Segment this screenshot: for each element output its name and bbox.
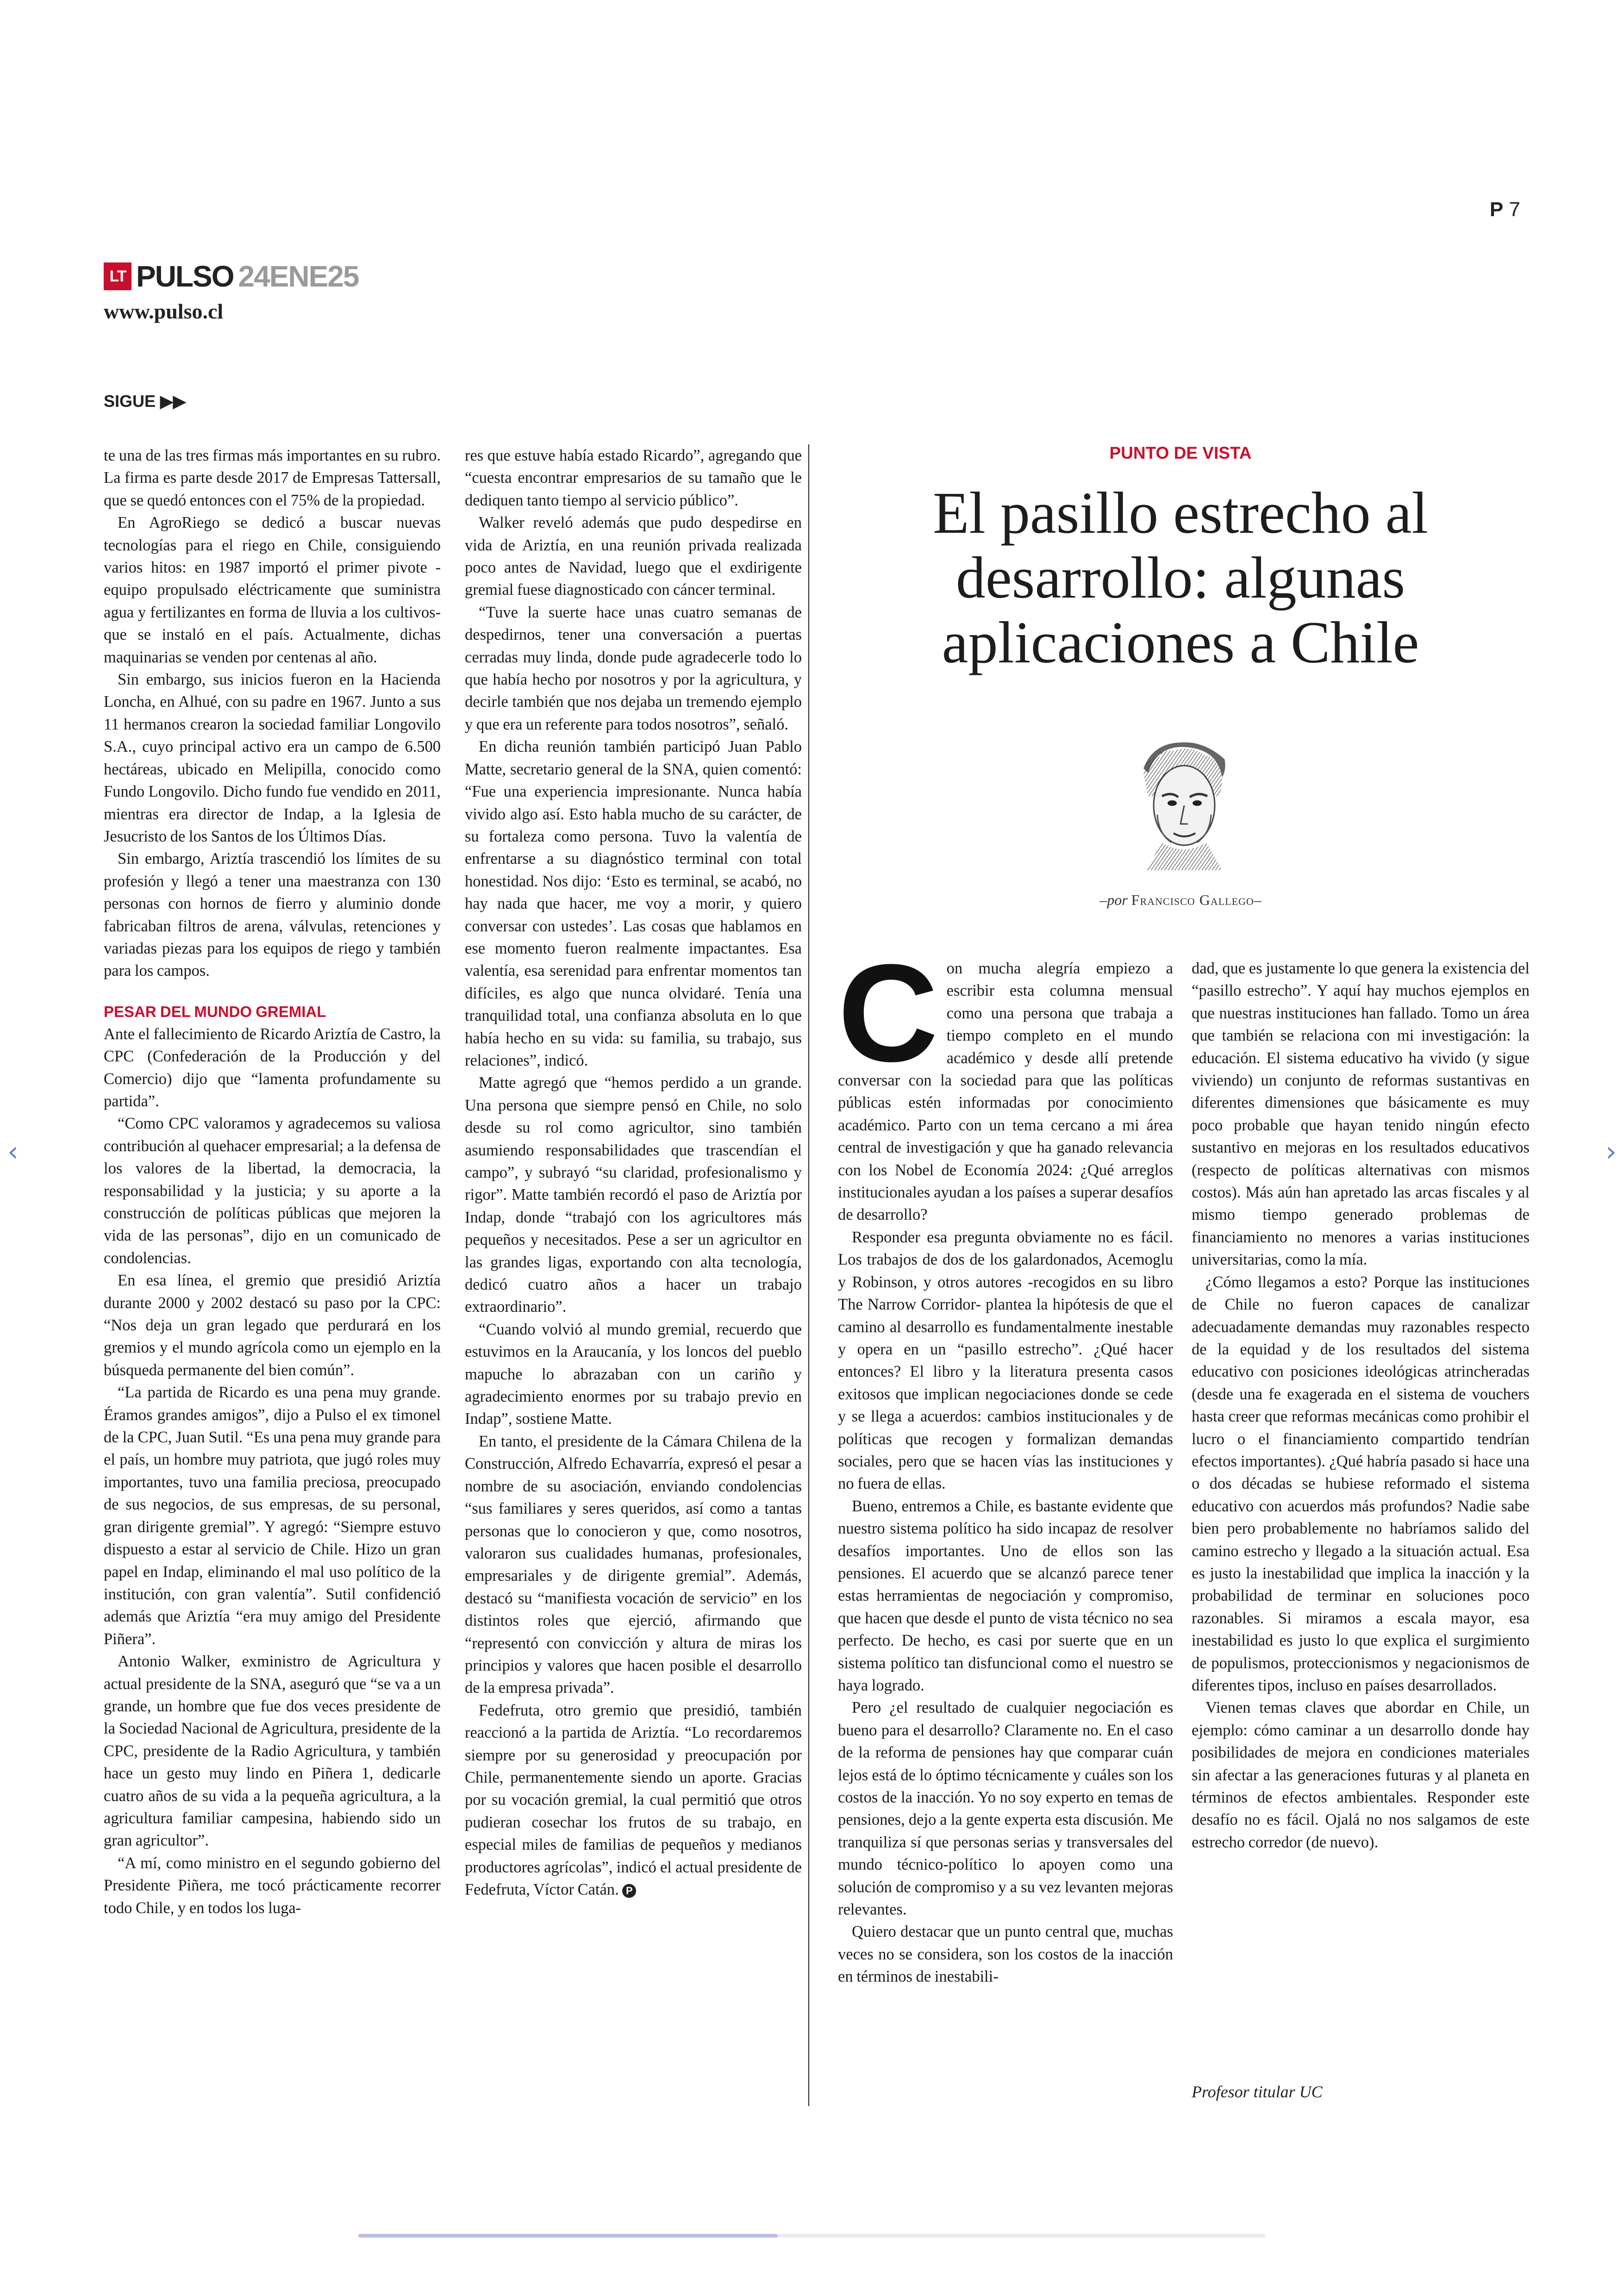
paragraph: Pero ¿el resultado de cualquier negociación es bueno para el desarrollo? Claramente no. En el caso de la reforma de pensiones hay que comparar cuán lejos está de lo óptimo técnicamente y cuáles son los costos de la inacción. Yo no soy experto en temas de pensiones, dejo a la gente experta esta discusión. Me tranquiliza sí que personas serias y transversales del mundo técnico-político lo apoyen como una solución de compromiso y a su vez levanten mejoras relevantes.	[838, 1699, 1173, 1919]
paragraph: Sin embargo, Ariztía trascendió los límites de su profesión y llegó a tener una maestranza con 130 personas con hornos de fierro y aluminio donde fabricaban filtros de arena, válvulas, retenciones y variadas piezas para los equipos de riego y también para los campos.	[104, 850, 441, 980]
paragraph: Quiero destacar que un punto central que, muchas veces no se considera, son los costos de la inacción en términos de inestabili-	[838, 1923, 1173, 1986]
headline: El pasillo estrecho al desarrollo: algunas aplicaciones a Chile	[933, 480, 1428, 675]
paragraph: En tanto, el presidente de la Cámara Chilena de la Construcción, Alfredo Echavarría, expresó el pesar a nombre de su asociación, enviando condolencias “sus familiares y seres queridos, así como a tantas personas que lo conocieron y que, como nosotros, valoraron sus cualidades humanas, profesionales, empresariales y de dirigente gremial”. Además, destacó su “manifiesta vocación de servicio” en los distintos roles que ejerció, afirmando que “representó con convicción y altura de miras los principios y valores que hacen posible el desarrollo de la empresa privada”.	[465, 1432, 802, 1697]
column-divider	[808, 444, 809, 2106]
paragraph: En AgroRiego se dedicó a buscar nuevas tecnologías para el riego en Chile, consiguiendo varios hitos: en 1987 importó el primer pivote -equipo propulsado eléctricamente que suministra agua y fertilizantes en forma de lluvia a los cultivos- que se instaló en el país. Actualmente, dichas maquinarias se venden por centenas al año.	[104, 514, 441, 666]
author-signature: Profesor titular UC	[1192, 2083, 1323, 2101]
continued-label: SIGUE ▶▶	[104, 392, 186, 411]
paragraph: Bueno, entremos a Chile, es bastante evidente que nuestro sistema político ha sido incapaz de resolver desafíos importantes. Uno de ellos son las pensiones. El acuerdo que se alcanzó parece tener estas herramientas de negociación y compromiso, que hacen que desde el punto de vista técnico no sea perfecto. De hecho, es casi por suerte que en un sistema político tan disfuncional como el nuestro se haya logrado.	[838, 1497, 1173, 1694]
paragraph: “Tuve la suerte hace unas cuatro semanas de despedirnos, tener una conversación a puertas cerradas muy linda, donde pude agradecerle todo lo que había hecho por nosotros y por la agricultura, y decirle también que nos dejaba un tremendo ejemplo y que era un referente para todos nosotros”, señaló.	[465, 603, 802, 733]
paragraph: Con mucha alegría empiezo a escribir esta columna mensual como una persona que trabaja a tiempo completo en el mundo académico y desde allí pretende conversar con la sociedad para que las políticas públicas estén informadas por conocimiento académico. Parto con un tema cercano a mi área central de investigación y que ha ganado relevancia con los Nobel de Economía 2024: ¿Qué arreglos institucionales ayudan a los países a superar desafíos de desarrollo?	[838, 935, 1173, 1224]
article-column-1	[104, 444, 441, 1919]
paragraph: En esa línea, el gremio que presidió Ariztía durante 2000 y 2002 destacó su paso por la CPC: “Nos deja un gran legado que perdurará en los gremios y el mundo agrícola como un ejemplo en la búsqueda permanente del bien común”.	[104, 1272, 441, 1379]
prev-page-chevron-icon[interactable]: ‹	[7, 1135, 19, 1168]
lt-logo: LT	[104, 262, 131, 290]
paragraph: “Como CPC valoramos y agradecemos su valiosa contribución al quehacer empresarial; a la defensa de los valores de la libertad, la democracia, la responsabilidad y la justicia; y su aporte a la construcción de políticas públicas que mejoren la vida de las personas”, dijo en un comunicado de condolencias.	[104, 1115, 441, 1267]
section-kicker: PUNTO DE VISTA	[1109, 443, 1252, 462]
article-column-2	[465, 444, 802, 1901]
scrollbar-thumb[interactable]	[358, 2234, 778, 2238]
paragraph: Walker reveló además que pudo despedirse en vida de Ariztía, en una reunión privada realizada poco antes de Navidad, luego que el exdirigente gremial fuese diagnosticado con cáncer terminal.	[465, 514, 802, 599]
masthead	[104, 259, 358, 293]
paragraph: “A mí, como ministro en el segundo gobierno del Presidente Piñera, me tocó prácticamente recorrer todo Chile, y en todos los luga-	[104, 1854, 441, 1917]
paragraph: te una de las tres firmas más importantes en su rubro. La firma es parte desde 2017 de Empresas Tattersall, que se quedó entonces con el 75% de la propiedad.	[104, 447, 441, 509]
next-page-chevron-icon[interactable]: ›	[1605, 1135, 1617, 1168]
opinion-column-1	[838, 935, 1173, 1988]
paragraph: Antonio Walker, exministro de Agricultura y actual presidente de la SNA, aseguró que “se va a un grande, un hombre que fue dos veces presidente de la Sociedad Nacional de Agricultura, presidente de la CPC, presidente de la Radio Agricultura, y también hace un gesto muy lindo en Piñera 1, dedicarle cuatro años de su vida a la pequeña agricultura, a la agricultura familiar campesina, habiendo sido un gran agricultor”.	[104, 1653, 441, 1850]
paragraph: Responder esa pregunta obviamente no es fácil. Los trabajos de dos de los galardonados, Acemoglu y Robinson, y otros autores -recogidos en su libro The Narrow Corridor- plantea la hipótesis de que el camino al desarrollo es fundamentalmente inestable y opera en un “pasillo estrecho”. ¿Qué hacer entonces? El libro y la literatura presenta casos exitosos que implican negociaciones donde se cede y se llega a acuerdos: cambios institucionales y de políticas que recogen y formalizan demandas sociales, pero que se hacen vías las instituciones y no fuera de ellas.	[838, 1228, 1173, 1493]
paragraph: Sin embargo, sus inicios fueron en la Hacienda Loncha, en Alhué, con su padre en 1967. Junto a sus 11 hermanos crearon la sociedad familiar Longovilo S.A., cuyo principal activo era un campo de 6.500 hectáreas, ubicado en Melipilla, conocido como Fundo Longovilo. Dicho fundo fue vendido en 2011, mientras era director de Indap, a la Iglesia de Jesucristo de los Santos de los Últimos Días.	[104, 671, 441, 845]
paragraph: En dicha reunión también participó Juan Pablo Matte, secretario general de la SNA, quien comentó: “Fue una experiencia impresionante. Nunca había vivido algo así. Esto habla mucho de su carácter, de su fortaleza como persona. Tuvo la valentía de enfrentarse a su diagnóstico terminal con total honestidad. Nos dijo: ‘Esto es terminal, se acabó, no hay nada que hacer, me voy a morir, y quiero conversar con ustedes’. Las cosas que hablamos en ese momento fueron realmente impactantes. Esa valentía, esa serenidad para enfrentar momentos tan difíciles, es algo que nunca olvidaré. Tenía una tranquilidad total, una confianza absoluta en lo que había hecho en su vida: su familia, su trabajo, sus relaciones”, indicó.	[465, 738, 802, 1069]
edition-date: 24ENE25	[238, 260, 359, 293]
drop-cap: C	[838, 935, 938, 1091]
paragraph: Vienen temas claves que abordar en Chile, un ejemplo: cómo caminar a un desarrollo donde hay posibilidades de mejora en condiciones materiales sin afectar a las generaciones futuras y al planeta en términos de efectos ambientales. Responder este desafío no es fácil. Ojalá no nos salgamos de este estrecho corredor (de nuevo).	[1192, 1699, 1530, 1851]
page-number: P 7	[1489, 198, 1520, 221]
section-subhead: PESAR DEL MUNDO GREMIAL	[104, 1003, 326, 1020]
paragraph: res que estuve había estado Ricardo”, agregando que “cuesta encontrar empresarios de su tamaño que le dediquen tanto tiempo al servicio público”.	[465, 447, 802, 509]
end-mark-icon: P	[622, 1884, 636, 1898]
paragraph: “La partida de Ricardo es una pena muy grande. Éramos grandes amigos”, dijo a Pulso el ex timonel de la CPC, Juan Sutil. “Es una pena muy grande para el país, un hombre muy patriota, que jugó roles muy importantes, tuvo una familia preciosa, preocupado de sus negocios, de sus empresas, de su personal, gran dirigente gremial”. Y agregó: “Siempre estuvo dispuesto a estar al servicio de Chile. Hizo un gran papel en Indap, eliminando el mal uso político de la institución, con gran valentía”. Sutil confidenció además que Ariztía “era muy amigo del Presidente Piñera”.	[104, 1384, 441, 1648]
paragraph: ¿Cómo llegamos a esto? Porque las instituciones de Chile no fueron capaces de canalizar adecuadamente demandas muy razonables respecto de la equidad y de los resultados del sistema educativo con posiciones ideológicas atrincheradas (desde una fe exagerada en el sistema de vouchers hasta creer que reformas mecánicas como prohibir el lucro o el financiamiento compartido tendrían efectos importantes). ¿Qué habría pasado si hace una o dos décadas se hubiese reformado el sistema educativo con acuerdos más profundos? Nadie sabe bien pero probablemente no habríamos salido del camino estrecho y llegado a la situación actual. Esa es justo la inestabilidad que implica la inacción y la probabilidad de terminar en soluciones poco razonables. Si miramos a escala mayor, esa inestabilidad es justo lo que explica el surgimiento de populismos, proteccionismos y negacionismos de diferentes tipos, incluso en países desarrollados.	[1192, 1273, 1530, 1694]
paragraph: dad, que es justamente lo que genera la existencia del “pasillo estrecho”. Y aquí hay muchos ejemplos en que nuestras instituciones han fallado. Tomo un área que también se relaciona con mi investigación: la educación. El sistema educativo ha vivido (y sigue viviendo) un conjunto de reformas sustantivas en diferentes dimensiones que básicamente es muy poco probable que hayan tenido ningún efecto sustantivo en mejoras en los resultados educativos (respecto de políticas alternativas con mismos costos). Más aún han apretado las arcas fiscales y al mismo tiempo generado problemas de financiamiento no menores a varias instituciones universitarias, como la mía.	[1192, 960, 1530, 1269]
author-name: Francisco Gallego	[1131, 892, 1254, 908]
byline: –por Francisco Gallego–	[1099, 892, 1262, 908]
paragraph: Matte agregó que “hemos perdido a un grande. Una persona que siempre pensó en Chile, no solo desde su rol como agricultor, sino también asumiendo responsabilidades que trascendían el campo”, y subrayó “su claridad, profesionalismo y rigor”. Matte también recordó el paso de Ariztía por Indap, donde “trabajó con los agricultores más pequeños y necesitados. Pese a ser un agricultor en las grandes ligas, exportando con alta tecnología, dedicó cuatro años a hacer un trabajo extraordinario”.	[465, 1074, 802, 1316]
brand-name: PULSO	[136, 260, 234, 293]
paragraph: Ante el fallecimiento de Ricardo Ariztía de Castro, la CPC (Confederación de la Producción y del Comercio) dijo que “lamenta profundamente su partida”.	[104, 1025, 441, 1110]
author-portrait	[1130, 741, 1236, 870]
site-url: www.pulso.cl	[104, 299, 224, 323]
opinion-column-2	[1192, 957, 1530, 1853]
paragraph: “Cuando volvió al mundo gremial, recuerdo que estuvimos en la Araucanía, y los loncos del pueblo mapuche lo abrazaban con un cariño y agradecimiento enormes por su trabajo previo en Indap”, sostiene Matte.	[465, 1320, 802, 1428]
paragraph-last: Fedefruta, otro gremio que presidió, también reaccionó a la partida de Ariztía. “Lo recordaremos siempre por su generosidad y preocupación por Chile, permanentemente siendo un aporte. Gracias por su vocación gremial, la cual permitió que otros pudieran cosechar los frutos de su trabajo, en especial miles de familias de pequeños y medianos productores agrícolas”, indicó el actual presidente de Fedefruta, Víctor Catán. P	[465, 1701, 802, 1898]
